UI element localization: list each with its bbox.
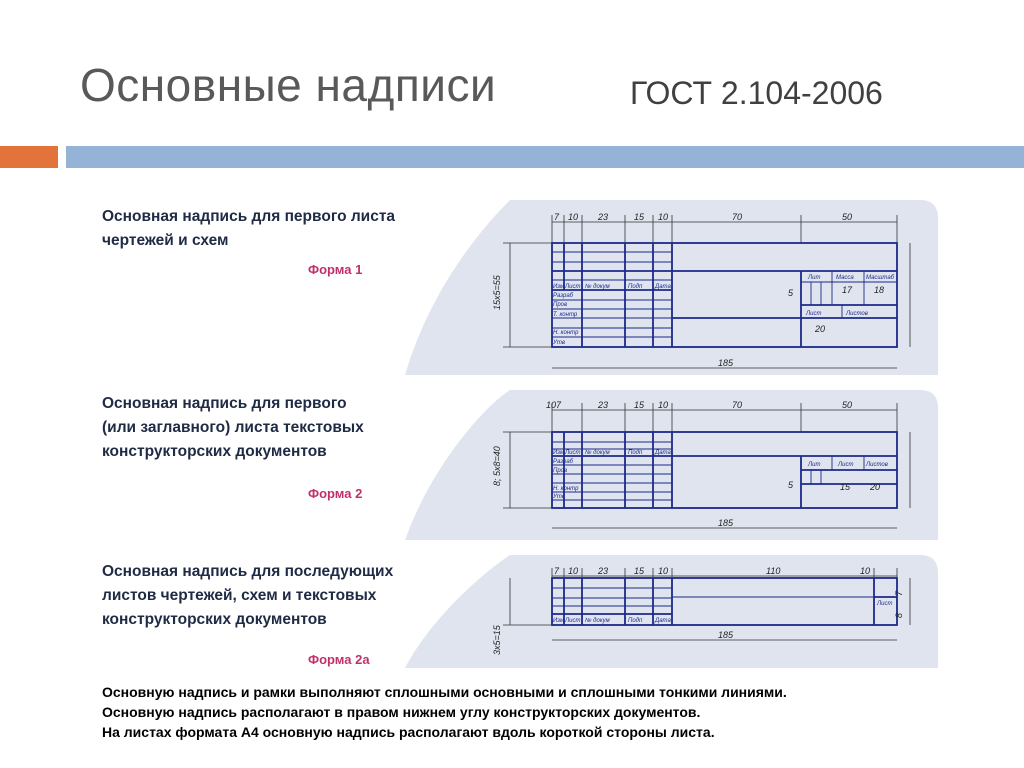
cell-lit: Лит xyxy=(808,275,821,281)
cell-lit: Лит xyxy=(808,462,821,468)
cell-list-right: Лист xyxy=(806,311,822,317)
cell-utv: Утв xyxy=(553,494,565,500)
cell-masshtab: Масштаб xyxy=(866,275,895,281)
form2-dim: 15 xyxy=(634,400,645,410)
footer-line-1: Основную надпись и рамки выполняют сплошными основными и сплошными тонкими линиями. xyxy=(102,684,787,700)
footer-notes xyxy=(102,682,787,742)
form2-dim: 70 xyxy=(732,400,743,410)
form2a-line-1: Основная надпись для последующих xyxy=(102,563,394,580)
cell-list-right: Лист xyxy=(838,462,854,468)
form1-inner-dim: 5 xyxy=(788,288,794,298)
gost-standard: ГОСТ 2.104-2006 xyxy=(630,75,883,111)
form1-height: 15х5=55 xyxy=(492,275,502,310)
form1-dim: 10 xyxy=(658,212,669,222)
form1-width: 185 xyxy=(718,358,734,368)
cell-nkontr: Н. контр xyxy=(553,486,579,492)
form2a-line-3: конструкторских документов xyxy=(102,611,327,628)
form2-label: Форма 2 xyxy=(308,486,363,501)
form1-dim: 23 xyxy=(598,212,609,222)
footer-line-3: На листах формата А4 основную надпись располагают вдоль короткой стороны листа. xyxy=(102,724,715,740)
cell-list: Лист xyxy=(565,450,581,456)
form2a-dim: 15 xyxy=(634,566,645,576)
form2-line-2: (или заглавного) листа текстовых xyxy=(102,419,364,436)
cell-izm: Изм xyxy=(553,284,565,290)
form1-dim: 70 xyxy=(732,212,743,222)
cell-izm: Изм xyxy=(553,450,565,456)
form1-label: Форма 1 xyxy=(308,262,363,277)
cell-data: Дата xyxy=(655,618,671,624)
form2a-line-2: листов чертежей, схем и текстовых xyxy=(102,587,377,604)
cell-ndokum: № докум xyxy=(585,450,610,456)
form1-dim: 7 xyxy=(554,212,560,222)
cell-podp: Подп xyxy=(628,618,643,624)
cell-list: Лист xyxy=(565,284,581,290)
form1-inner-dim: 20 xyxy=(815,324,826,334)
cell-ndokum: № докум xyxy=(585,618,610,624)
cell-podp: Подп xyxy=(628,450,643,456)
cell-izm: Изм xyxy=(553,618,565,624)
form1-inner-dim: 17 xyxy=(842,285,853,295)
cell-listov: Листов xyxy=(866,462,888,468)
form1-dim: 10 xyxy=(568,212,579,222)
form2-inner-dim: 15 xyxy=(840,482,851,492)
form2-width: 185 xyxy=(718,518,734,528)
page-title: Основные надписи xyxy=(80,59,497,111)
form2-height: 8; 5х8=40 xyxy=(492,446,502,486)
form2a-dim: 10 xyxy=(860,566,871,576)
form2-inner-dim: 20 xyxy=(870,482,881,492)
cell-list: Лист xyxy=(565,618,581,624)
form2-dim: 10 xyxy=(658,400,669,410)
footer-line-2: Основную надпись располагают в правом нижнем углу конструкторских документов. xyxy=(102,704,701,720)
form1-line-2: чертежей и схем xyxy=(102,232,229,249)
cell-data: Дата xyxy=(655,450,671,456)
form2a-inner-dim: 7 xyxy=(894,590,904,596)
cell-tkontr: Т. контр xyxy=(553,312,578,318)
form2-line-3: конструкторских документов xyxy=(102,443,327,460)
form2-dim: 23 xyxy=(598,400,609,410)
form1-inner-dim: 18 xyxy=(874,285,885,295)
form2a-dim: 10 xyxy=(568,566,579,576)
cell-prov: Пров xyxy=(553,302,568,308)
form1-dim: 15 xyxy=(634,212,645,222)
form2a-dim: 23 xyxy=(598,566,609,576)
form2a-width: 185 xyxy=(718,630,734,640)
cell-data: Дата xyxy=(655,284,671,290)
form2a-label: Форма 2а xyxy=(308,652,370,667)
cell-prov: Пров xyxy=(553,468,568,474)
form2a-dim: 110 xyxy=(766,566,781,576)
form2-inner-dim: 5 xyxy=(788,480,794,490)
form2a-dim: 10 xyxy=(658,566,669,576)
cell-ndokum: № докум xyxy=(585,284,610,290)
form1-line-1: Основная надпись для первого листа xyxy=(102,208,396,225)
form1-dim: 50 xyxy=(842,212,853,222)
cell-razrab: Разраб xyxy=(553,293,574,299)
cell-list-right: Лист xyxy=(877,601,893,607)
cell-listov: Листов xyxy=(846,311,868,317)
form2-line-1: Основная надпись для первого xyxy=(102,395,347,412)
cell-nkontr: Н. контр xyxy=(553,330,579,336)
cell-podp: Подп xyxy=(628,284,643,290)
cell-massa: Масса xyxy=(836,275,854,281)
form2a-height: 3х5=15 xyxy=(492,625,502,655)
cell-utv: Утв xyxy=(553,340,565,346)
form2-dim: 107 xyxy=(546,400,562,410)
form2a-inner-dim: 8 xyxy=(894,612,904,618)
form2-dim: 50 xyxy=(842,400,853,410)
cell-razrab: Разраб xyxy=(553,459,574,465)
form2a-dim: 7 xyxy=(554,566,560,576)
